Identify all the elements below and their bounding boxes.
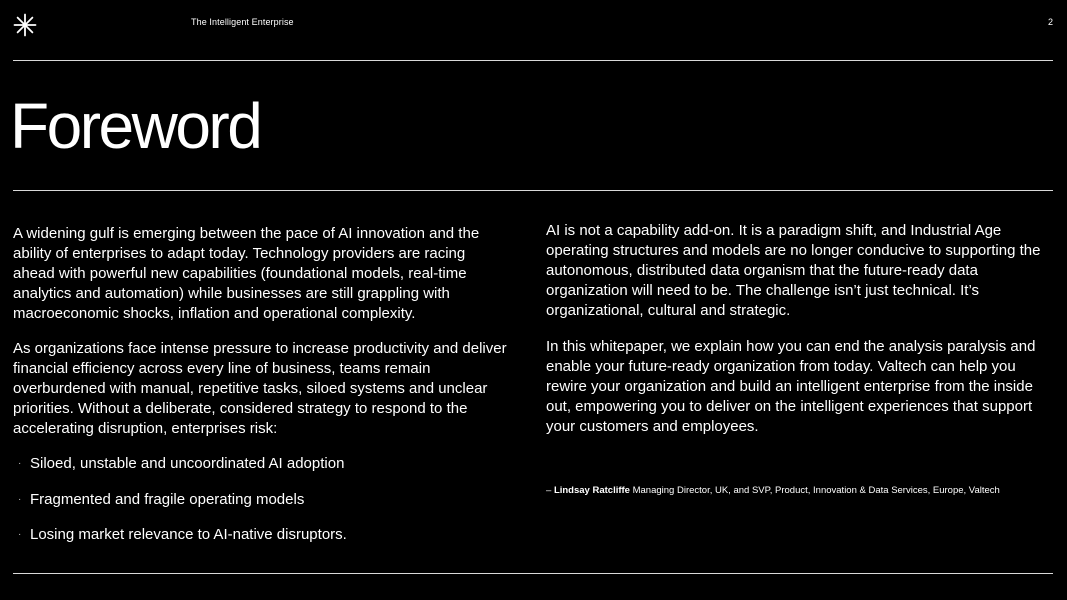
risk-text: Losing market relevance to AI-native disruptors.: [30, 526, 347, 543]
right-paragraph-2: In this whitepaper, we explain how you can end the analysis paralysis and enable your future-ready organization from today. Valtech can help you rewire your organization and build an intelligent enterprise from the inside out, empowering you to deliver on the intelligent experiences that support your customers and employees.: [546, 338, 1036, 435]
attribution-name: Lindsay Ratcliffe: [553, 485, 630, 496]
top-divider: [13, 60, 1053, 61]
right-column: [546, 221, 1052, 453]
left-paragraph-2: As organizations face intense pressure to increase productivity and deliver financial efficiency across every line of business, teams remain overburdened with manual, repetitive tasks, siloed systems and unclear priorities. Without a deliberate, considered strategy to respond to the accelerating disruption, enterprises risk:: [13, 340, 507, 437]
bullet-icon: ·: [18, 493, 22, 505]
title-divider: [13, 190, 1053, 191]
risk-list: [13, 454, 508, 561]
attribution-role: Managing Director, UK, and SVP, Product, Innovation & Data Services, Europe, Valtech: [629, 485, 1000, 496]
page-number: 2: [1047, 17, 1053, 27]
left-paragraph-1: A widening gulf is emerging between the pace of AI innovation and the ability of enterprises to adapt today. Technology providers are racing ahead with powerful new capabilities (foundational models, real-time analytics and automation) while businesses are still grappling with macroeconomic shocks, inflation and operational complexity.: [13, 225, 480, 322]
right-paragraph-1: AI is not a capability add-on. It is a paradigm shift, and Industrial Age operating structures and models are no longer conducive to supporting the autonomous, distributed data organism that the future-ready data organization will need to be. The challenge isn’t just technical. It’s organizational, cultural and strategic.: [546, 222, 1041, 319]
attribution-dash: –: [546, 485, 554, 496]
bullet-icon: ·: [18, 458, 22, 469]
page-title: Foreword: [10, 90, 261, 162]
bottom-divider: [13, 573, 1053, 574]
left-column: [13, 224, 508, 561]
list-item: [13, 525, 508, 561]
header-title: The Intelligent Enterprise: [191, 17, 294, 27]
asterisk-logo-icon: [13, 13, 37, 37]
list-item: [13, 454, 508, 490]
bullet-icon: ·: [18, 529, 22, 540]
list-item: [13, 490, 508, 526]
risk-text: Siloed, unstable and uncoordinated AI adoption: [30, 455, 345, 472]
risk-text: Fragmented and fragile operating models: [30, 490, 305, 508]
attribution: [546, 485, 1000, 497]
